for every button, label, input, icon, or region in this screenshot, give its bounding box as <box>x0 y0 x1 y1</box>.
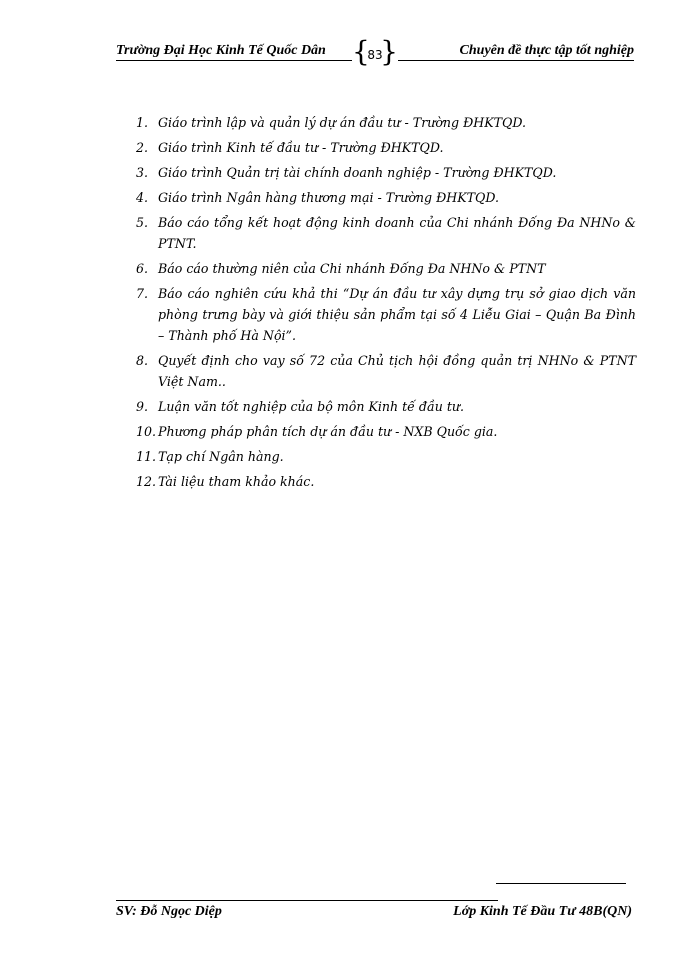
footer-rule <box>116 900 498 901</box>
page-header <box>116 35 634 80</box>
list-item <box>136 137 636 158</box>
right-brace-icon: } <box>380 35 398 68</box>
header-rule-left <box>116 60 352 61</box>
item-text: Báo cáo tổng kết hoạt động kinh doanh của Chi nhánh Đống Đa NHNo & PTNT. <box>158 215 636 251</box>
item-number: 10. <box>136 424 157 439</box>
list-item <box>136 258 636 279</box>
item-text: Phương pháp phân tích dự án đầu tư - NXB Quốc gia. <box>158 424 498 439</box>
item-number: 5. <box>136 215 149 230</box>
item-text: Tạp chí Ngân hàng. <box>158 449 284 464</box>
item-text: Luận văn tốt nghiệp của bộ môn Kinh tế đầu tư. <box>158 399 464 414</box>
item-text: Báo cáo nghiên cứu khả thi “Dự án đầu tư xây dựng trụ sở giao dịch văn phòng trưng bày và giới thiệu sản phẩm tại số 4 Liễu Giai – Quận Ba Đình – Thành phố Hà Nội”. <box>158 286 636 343</box>
footer-student: SV: Đỗ Ngọc Diệp <box>116 904 222 919</box>
page-number-box <box>350 35 400 70</box>
header-topic: Chuyên đề thực tập tốt nghiệp <box>459 43 634 58</box>
list-item <box>136 471 636 492</box>
item-text: Giáo trình Quản trị tài chính doanh nghiệp - Trường ĐHKTQD. <box>158 165 557 180</box>
item-number: 3. <box>136 165 149 180</box>
item-number: 4. <box>136 190 149 205</box>
item-number: 9. <box>136 399 149 414</box>
item-number: 8. <box>136 353 149 368</box>
item-text: Quyết định cho vay số 72 của Chủ tịch hội đồng quản trị NHNo & PTNT Việt Nam.. <box>158 353 636 389</box>
footer-rule-short <box>496 883 626 884</box>
left-brace-icon: { <box>352 35 370 68</box>
page-number: 83 <box>367 48 383 62</box>
header-school: Trường Đại Học Kinh Tế Quốc Dân <box>116 43 326 58</box>
item-text: Giáo trình lập và quản lý dự án đầu tư - Trường ĐHKTQD. <box>158 115 527 130</box>
list-item <box>136 446 636 467</box>
list-item <box>136 187 636 208</box>
footer-class: Lớp Kinh Tế Đầu Tư 48B(QN) <box>453 904 632 919</box>
list-item <box>136 112 636 133</box>
item-number: 11. <box>136 449 157 464</box>
item-number: 12. <box>136 474 157 489</box>
item-text: Giáo trình Ngân hàng thương mại - Trường ĐHKTQD. <box>158 190 500 205</box>
list-item <box>136 283 636 346</box>
item-number: 1. <box>136 115 149 130</box>
item-text: Giáo trình Kinh tế đầu tư - Trường ĐHKTQD. <box>158 140 444 155</box>
item-number: 2. <box>136 140 149 155</box>
list-item <box>136 162 636 183</box>
item-text: Tài liệu tham khảo khác. <box>158 474 315 489</box>
item-text: Báo cáo thường niên của Chi nhánh Đống Đa NHNo & PTNT <box>158 261 546 276</box>
list-item <box>136 396 636 417</box>
list-item <box>136 350 636 392</box>
item-number: 6. <box>136 261 149 276</box>
list-item <box>136 421 636 442</box>
header-rule-right <box>398 60 634 61</box>
reference-list <box>136 112 636 496</box>
item-number: 7. <box>136 286 149 301</box>
list-item <box>136 212 636 254</box>
